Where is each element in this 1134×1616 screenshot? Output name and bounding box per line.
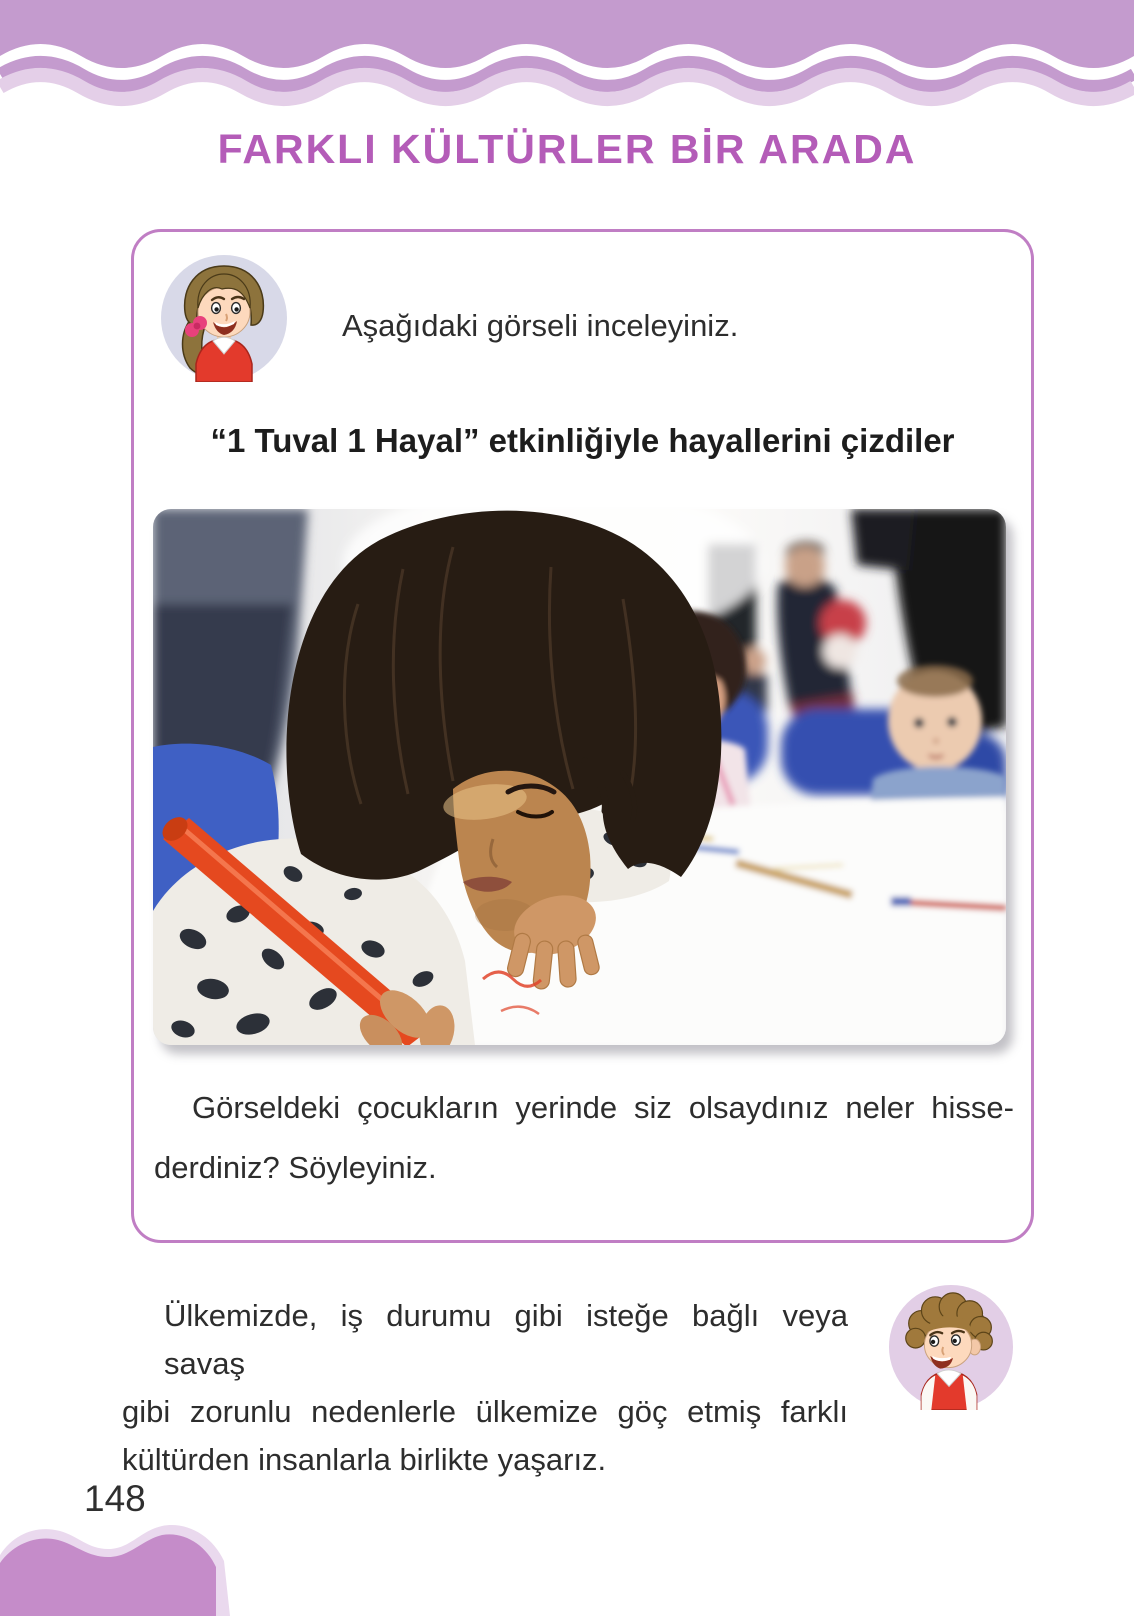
children-drawing-photo (153, 509, 1006, 1045)
activity-box (131, 229, 1034, 1243)
body-paragraph (122, 1292, 848, 1484)
question-line: Görseldeki çocukların yerinde siz olsaydınız neler hisse- (192, 1090, 1014, 1125)
corner-wave-decoration (0, 1521, 230, 1616)
header-wave-decoration (0, 0, 1134, 112)
boy-student-avatar-icon (888, 1284, 1014, 1410)
photo-caption: “1 Tuval 1 Hayal” etkinliğiyle hayallerini çizdiler (210, 422, 955, 459)
girl-student-avatar-icon (160, 254, 288, 382)
instruction-text: Aşağıdaki görseli inceleyiniz. (342, 308, 739, 343)
question-text (154, 1078, 1014, 1198)
paragraph-line: kültürden insanlarla birlikte yaşarız. (122, 1442, 607, 1477)
question-line: derdiniz? Söyleyiniz. (154, 1150, 437, 1185)
paragraph-line: gibi zorunlu nedenlerle ülkemize göç etmiş farklı (122, 1394, 848, 1429)
page-title: FARKLI KÜLTÜRLER BİR ARADA (217, 126, 917, 172)
page-number: 148 (84, 1478, 146, 1519)
paragraph-line: Ülkemizde, iş durumu gibi isteğe bağlı veya savaş (164, 1298, 848, 1381)
